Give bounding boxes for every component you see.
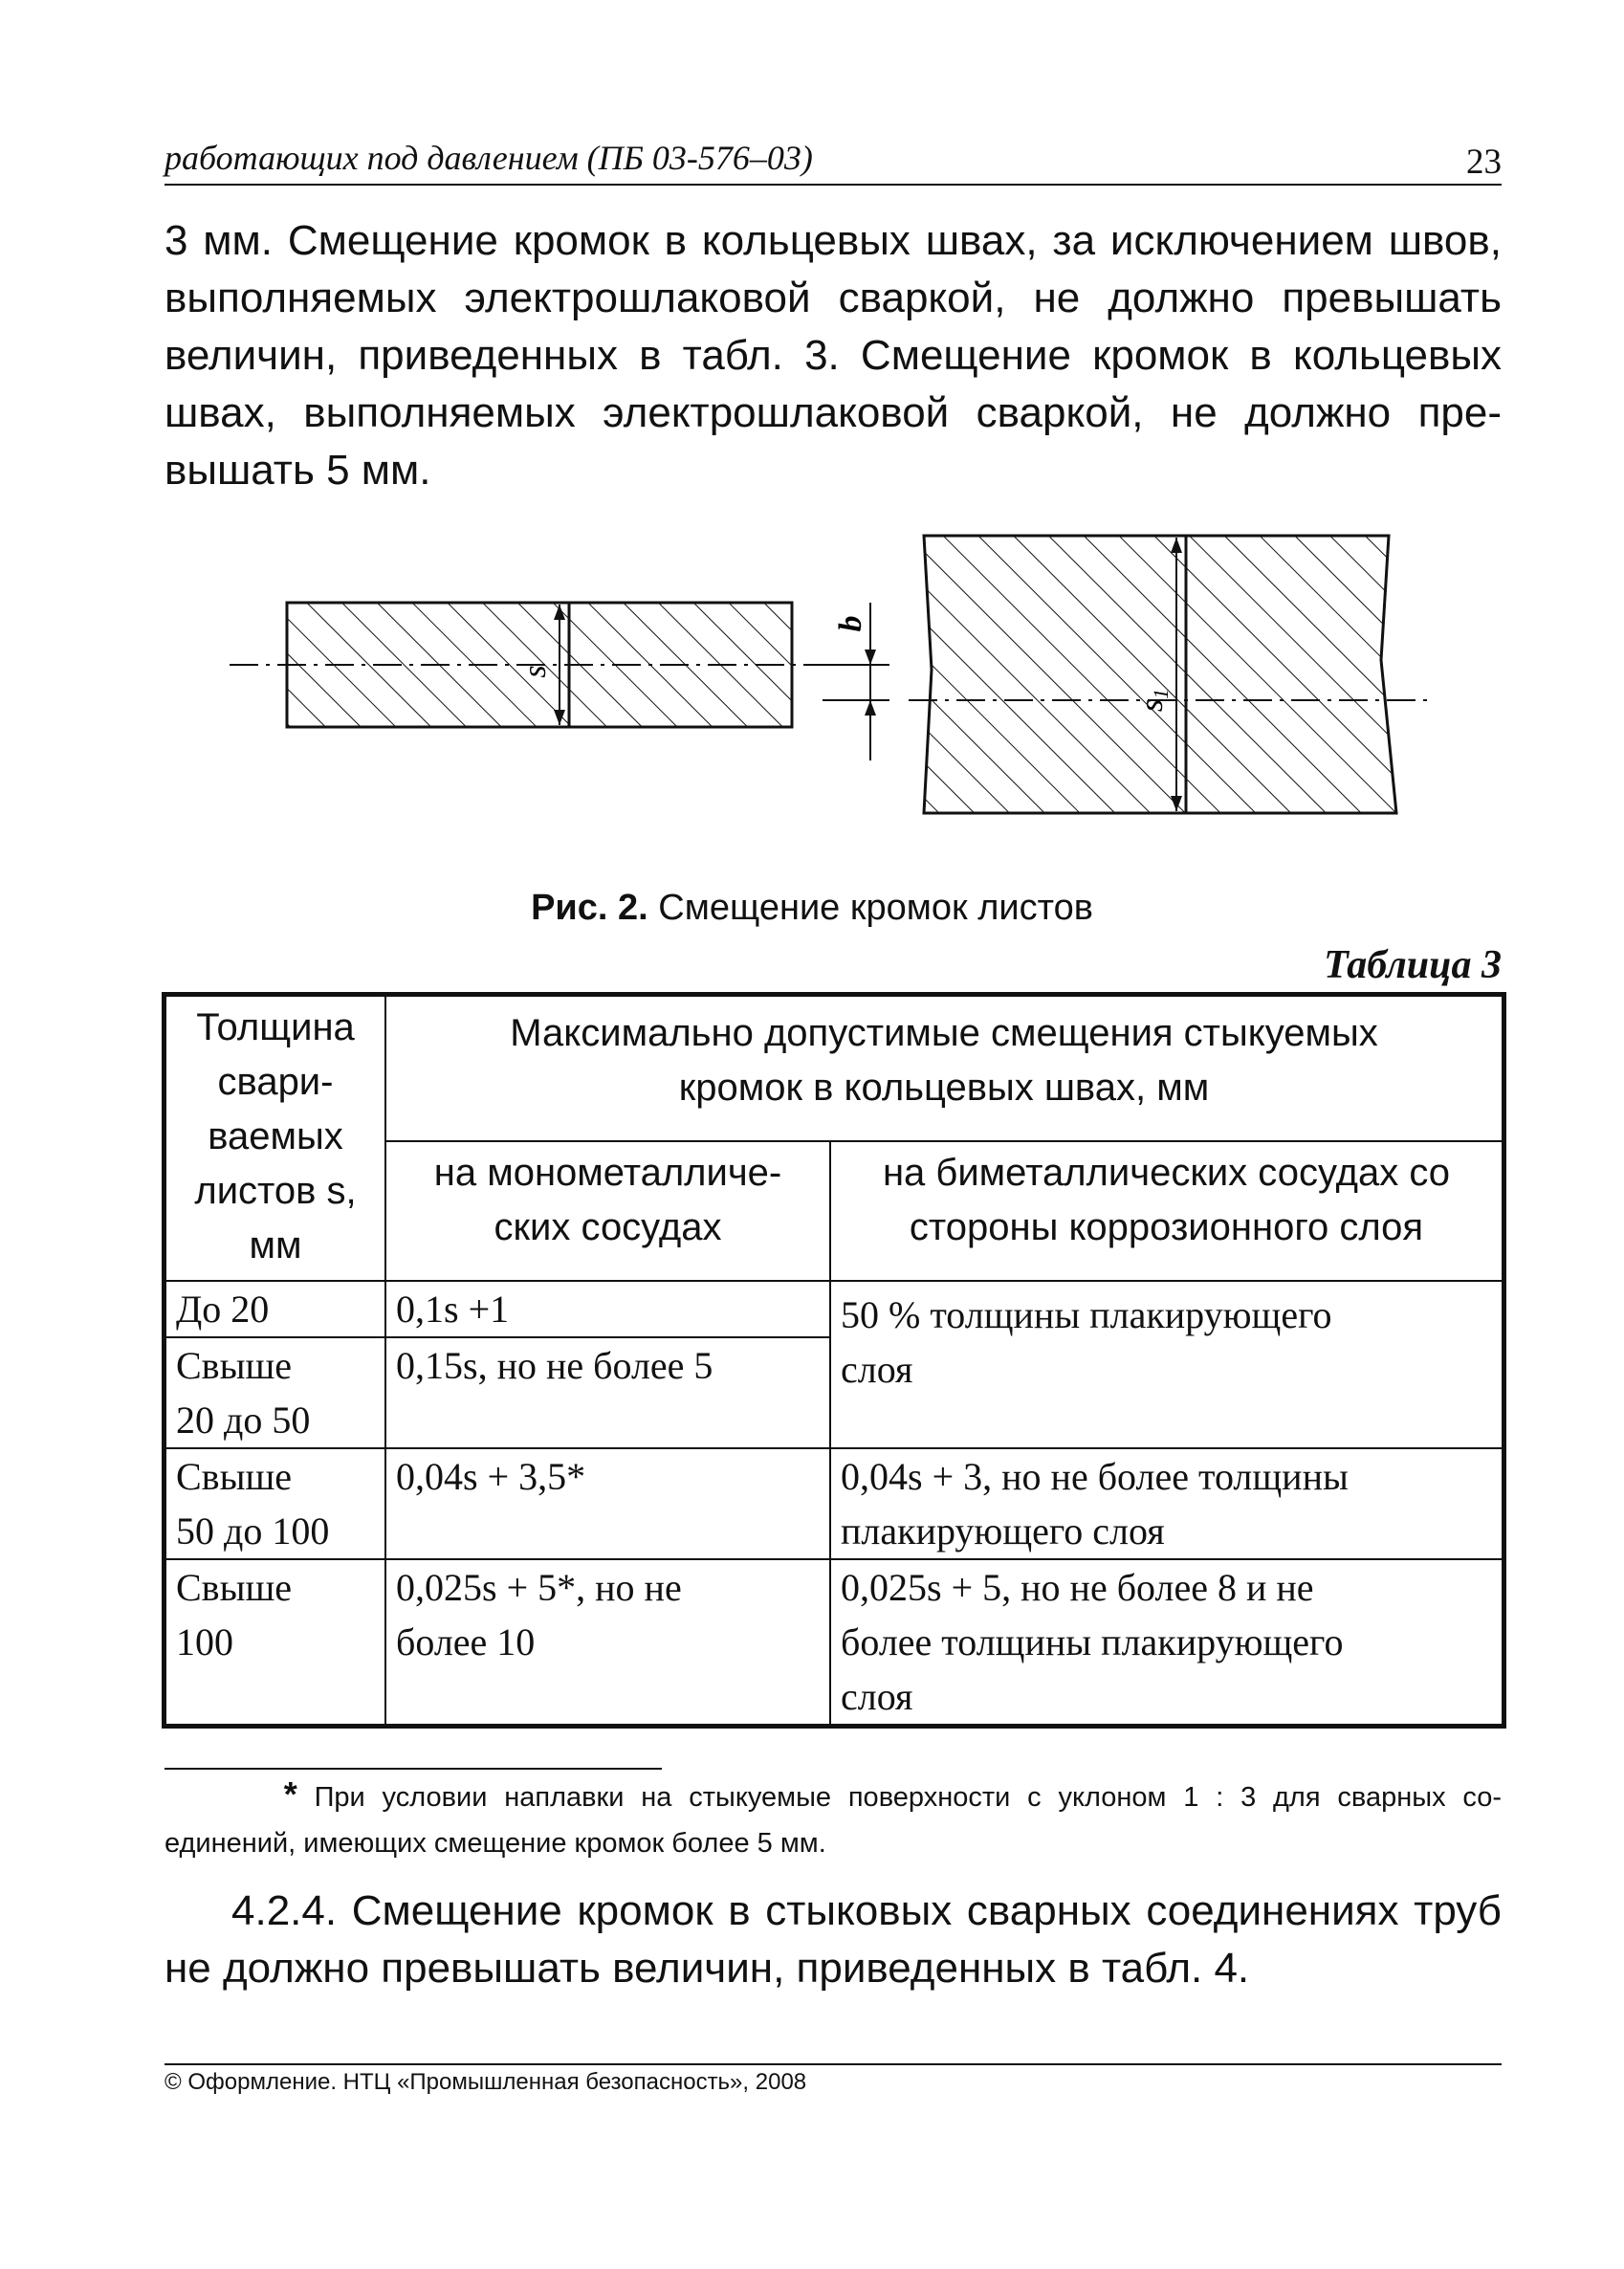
thick-plate (924, 536, 1396, 813)
header-line: кромок в кольцевых швах, мм (678, 1067, 1210, 1109)
cell-bimetal (830, 1281, 1503, 1448)
cell-line: слоя (841, 1675, 913, 1718)
copyright: © Оформление. НТЦ «Промышленная безопасность», 2008 (165, 2069, 807, 2095)
header-thickness (165, 996, 385, 1281)
cell-mono (385, 1337, 830, 1448)
header-line: ваемых (208, 1115, 343, 1157)
text-line: 3 мм. Смещение кромок в кольцевых швах, за исключением швов, (165, 217, 1502, 264)
cell-line: 0,1s +1 (396, 1288, 510, 1331)
header-line: листов s, (194, 1170, 357, 1212)
header-line: Толщина (196, 1006, 355, 1048)
cell-line: Свыше (176, 1344, 292, 1387)
cell-line: 50 % толщины плакирующего (841, 1293, 1332, 1336)
cell-line: 0,025s + 5*, но не (396, 1566, 682, 1609)
figure-edge-offset (220, 517, 1463, 870)
header-bimetal (830, 1141, 1503, 1281)
cell-line: 50 до 100 (176, 1509, 330, 1553)
cell-thickness (165, 1448, 385, 1559)
footnote-text: При условии наплавки на стыкуемые поверхности с уклоном 1 : 3 для сварных со- (314, 1782, 1502, 1813)
header-line: на монометалличе- (433, 1152, 782, 1194)
footnote-line: единений, имеющих смещение кромок более 5 мм. (165, 1828, 826, 1859)
offset-table (165, 995, 1503, 1726)
cell-thickness (165, 1337, 385, 1448)
running-head (165, 134, 1502, 186)
cell-mono (385, 1281, 830, 1337)
footnote-star: * (283, 1774, 297, 1814)
header-line: мм (249, 1224, 302, 1267)
text-line: швах, выполняемых электрошлаковой сваркой, не должно пре- (165, 389, 1502, 436)
cell-thickness (165, 1281, 385, 1337)
s1-base: s (1134, 698, 1170, 713)
cell-mono (385, 1559, 830, 1725)
cell-line: более толщины плакирующего (841, 1620, 1344, 1663)
cell-bimetal (830, 1559, 1503, 1725)
text-line: 4.2.4. Смещение кромок в стыковых сварных соединениях труб (231, 1887, 1502, 1934)
dimension-s-label: s (517, 665, 553, 678)
header-line: стороны коррозионного слоя (909, 1206, 1424, 1248)
header-line: ских сосудах (494, 1206, 722, 1248)
text-line: не должно превышать величин, приведенных в табл. 4. (165, 1945, 1250, 1992)
cell-line: 0,025s + 5, но не более 8 и не (841, 1566, 1314, 1609)
footer-rule (165, 2063, 1502, 2065)
cell-line: более 10 (396, 1620, 536, 1663)
cell-line: 0,15s, но не более 5 (396, 1344, 713, 1387)
figure-drawing (220, 517, 1463, 870)
header-line: на биметаллических сосудах со (882, 1152, 1451, 1194)
caption-text: Смещение кромок листов (647, 888, 1093, 928)
footnote-rule (165, 1768, 662, 1770)
footnote-line (165, 1772, 1502, 1820)
header-monometal (385, 1141, 830, 1281)
table-label: Таблица 3 (1324, 943, 1502, 987)
cell-line: 100 (176, 1620, 233, 1663)
cell-bimetal (830, 1448, 1503, 1559)
header-line: Максимально допустимые смещения стыкуемых (510, 1012, 1378, 1054)
page-number: 23 (1466, 143, 1502, 182)
cell-line: 0,04s + 3,5* (396, 1455, 586, 1498)
text-line: вышать 5 мм. (165, 447, 431, 494)
cell-line: плакирующего слоя (841, 1509, 1165, 1553)
header-max-offset (385, 996, 1503, 1141)
cell-thickness (165, 1559, 385, 1725)
running-head-title: работающих под давлением (ПБ 03-576–03) (165, 139, 813, 177)
s1-subscript: 1 (1149, 688, 1173, 699)
cell-line: 0,04s + 3, но не более толщины (841, 1455, 1349, 1498)
cell-line: Свыше (176, 1566, 292, 1609)
caption-prefix: Рис. 2. (531, 888, 648, 928)
table-row (165, 1281, 1503, 1337)
footnote (165, 1772, 1502, 1866)
cell-line: Свыше (176, 1455, 292, 1498)
cell-mono (385, 1448, 830, 1559)
dimension-b-label: b (833, 615, 868, 632)
cell-line: До 20 (176, 1288, 270, 1331)
intro-paragraph (165, 212, 1502, 499)
header-line: свари- (217, 1061, 334, 1103)
figure-caption (0, 888, 1624, 929)
section-paragraph (165, 1883, 1502, 1997)
text-line: выполняемых электрошлаковой сваркой, не должно превышать (165, 275, 1502, 321)
cell-line: 20 до 50 (176, 1399, 311, 1442)
table-row (165, 1448, 1503, 1559)
table-row (165, 1559, 1503, 1725)
text-line: величин, приведенных в табл. 3. Смещение кромок в кольцевых (165, 332, 1502, 379)
cell-line: слоя (841, 1348, 913, 1391)
